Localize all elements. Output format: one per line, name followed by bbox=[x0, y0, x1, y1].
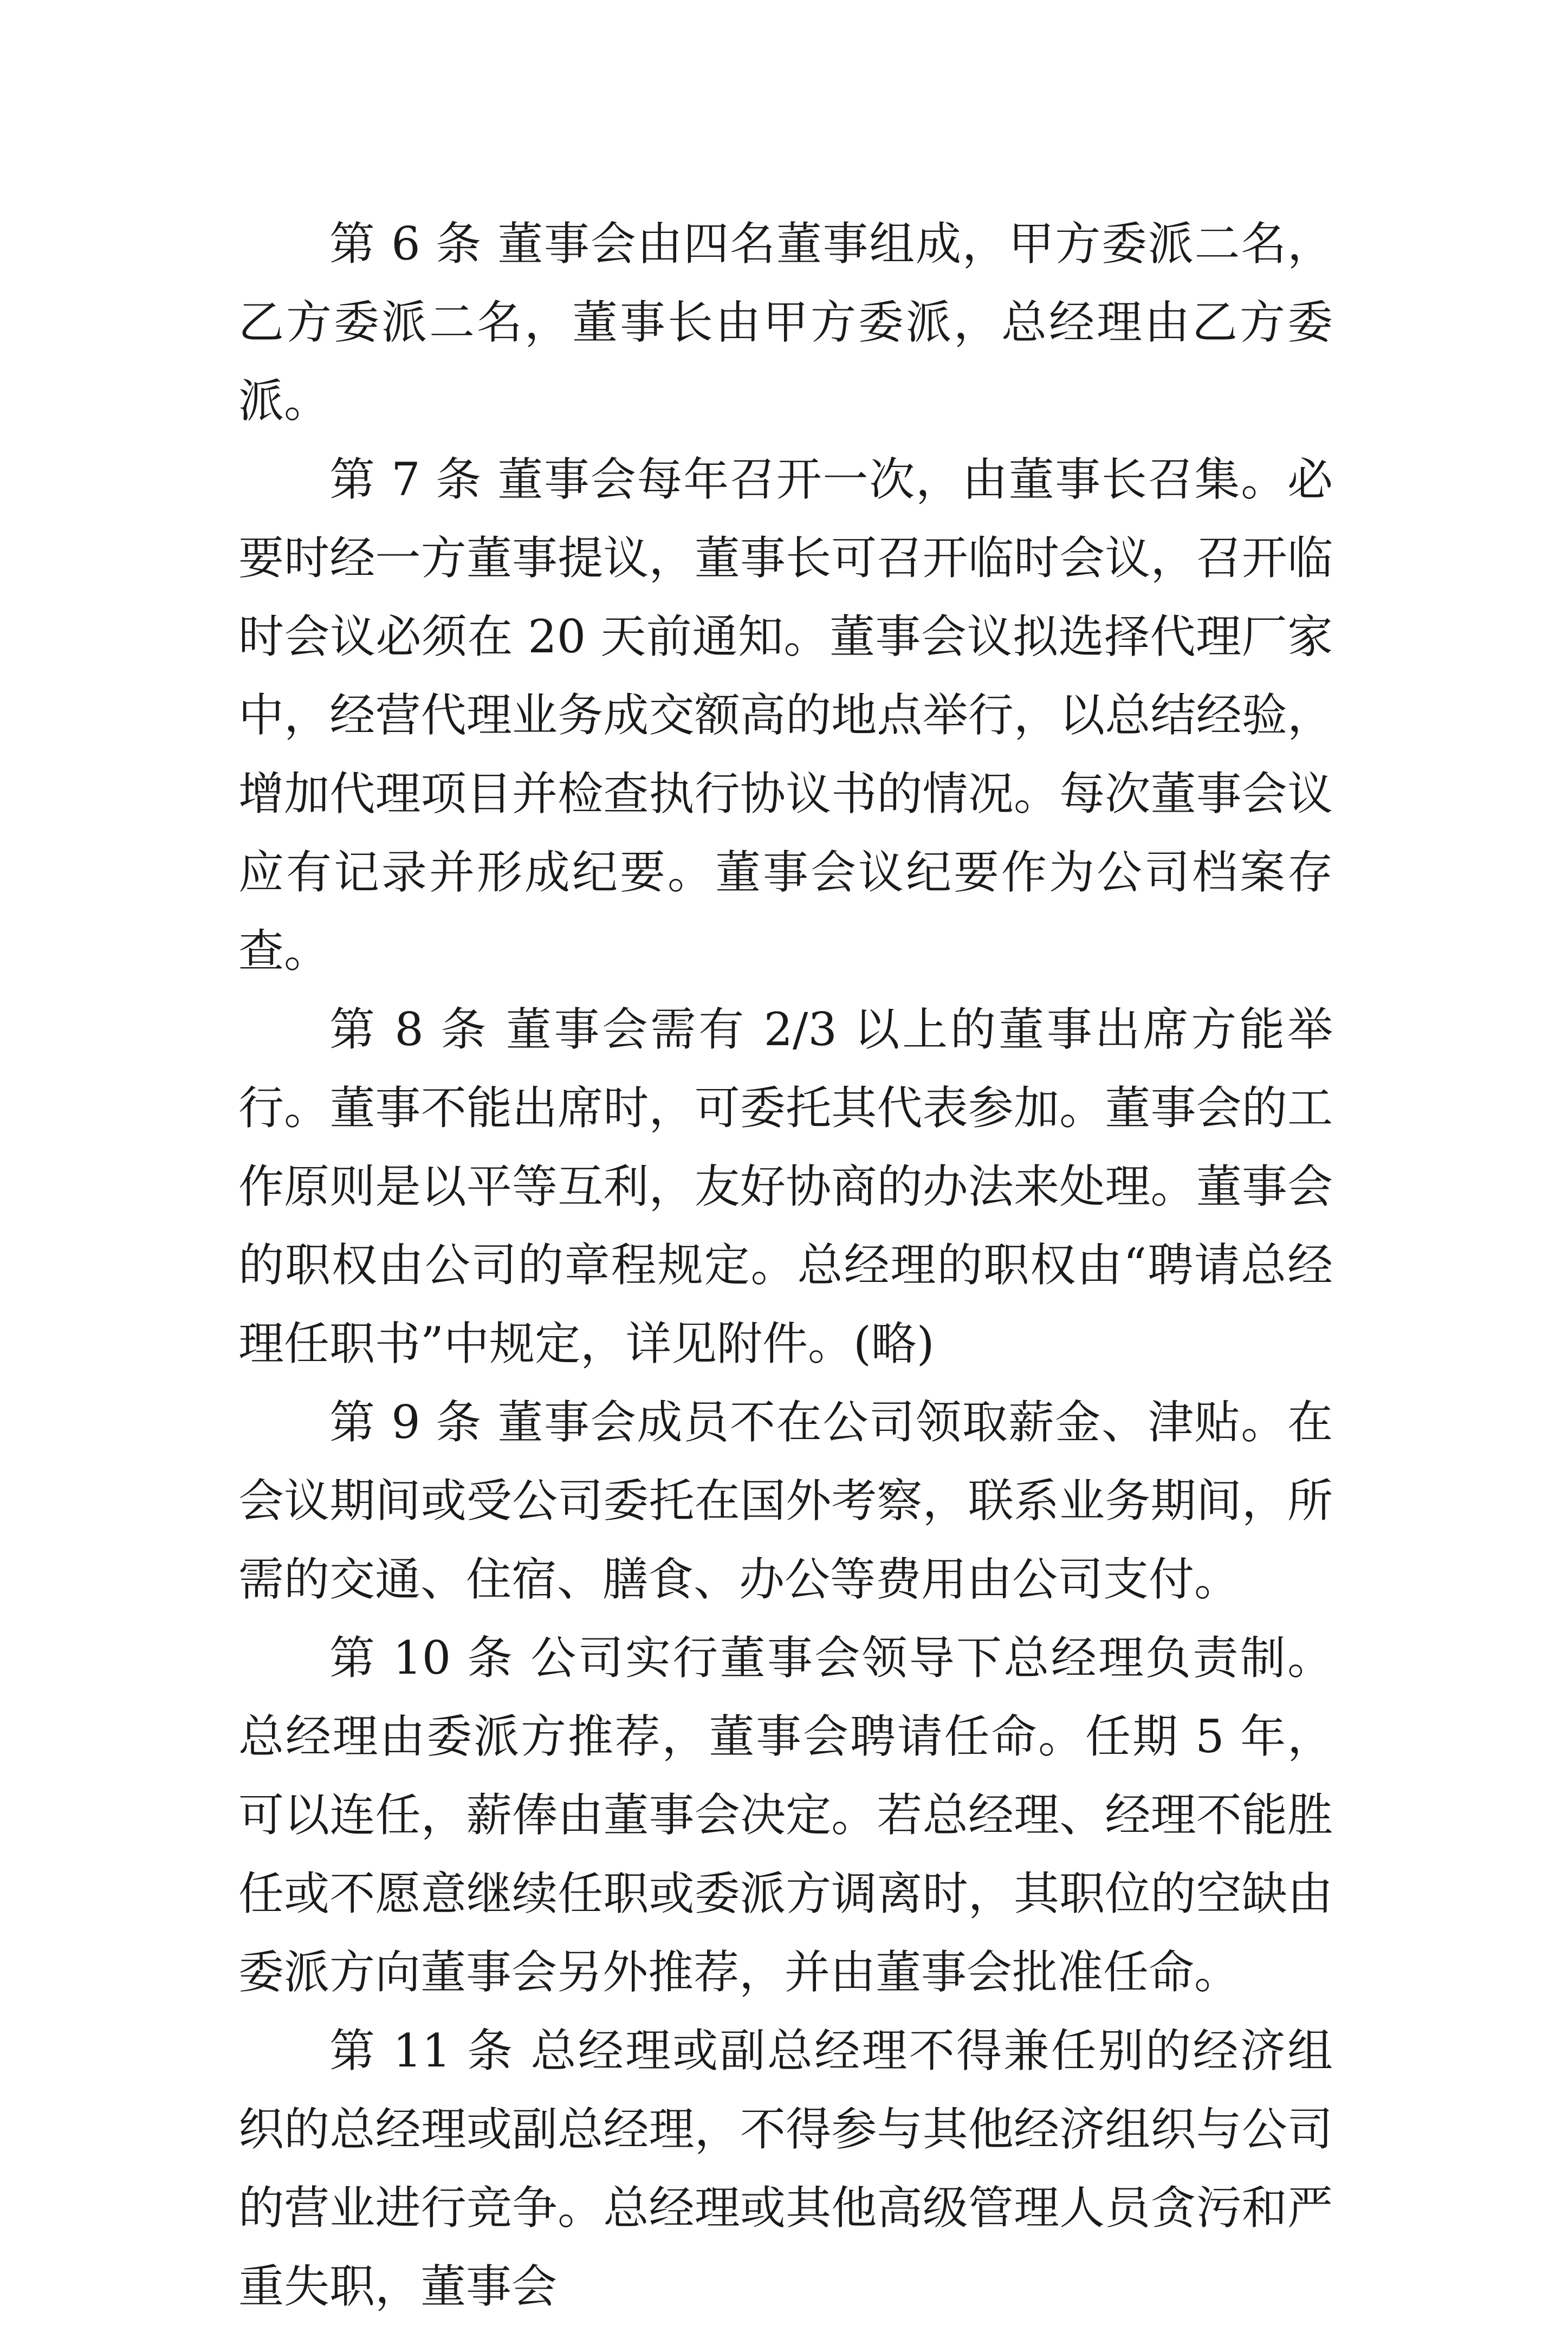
document-body bbox=[238, 205, 1333, 2326]
article-9-paragraph: 第 9 条 董事会成员不在公司领取薪金、津贴。在会议期间或受公司委托在国外考察，联系业务期间，所需的交通、住宿、膳食、办公等费用由公司支付。 bbox=[238, 1396, 1333, 1606]
article-11-paragraph: 第 11 条 总经理或副总经理不得兼任别的经济组织的总经理或副总经理，不得参与其他经济组织与公司的营业进行竞争。总经理或其他高级管理人员贪污和严重失职，董事会 bbox=[238, 2024, 1333, 2313]
article-10-paragraph: 第 10 条 公司实行董事会领导下总经理负责制。总经理由委派方推荐，董事会聘请任命。任期 5 年，可以连任，薪俸由董事会决定。若总经理、经理不能胜任或不愿意继续任职或委派方调离时，其职位的空缺由委派方向董事会另外推荐，并由董事会批准任命。 bbox=[238, 1631, 1333, 1999]
article-8-paragraph: 第 8 条 董事会需有 2/3 以上的董事出席方能举行。董事不能出席时，可委托其代表参加。董事会的工作原则是以平等互利，友好协商的办法来处理。董事会的职权由公司的章程规定。总经理的职权由“聘请总经理任职书”中规定，详见附件。(略) bbox=[238, 1003, 1333, 1370]
article-7-paragraph: 第 7 条 董事会每年召开一次，由董事长召集。必要时经一方董事提议，董事长可召开临时会议，召开临时会议必须在 20 天前通知。董事会议拟选择代理厂家中，经营代理业务成交额高的地点举行，以总结经验，增加代理项目并检查执行协议书的情况。每次董事会议应有记录并形成纪要。董事会议纪要作为公司档案存查。 bbox=[238, 453, 1333, 977]
article-6-paragraph: 第 6 条 董事会由四名董事组成，甲方委派二名，乙方委派二名，董事长由甲方委派，总经理由乙方委派。 bbox=[238, 217, 1333, 427]
